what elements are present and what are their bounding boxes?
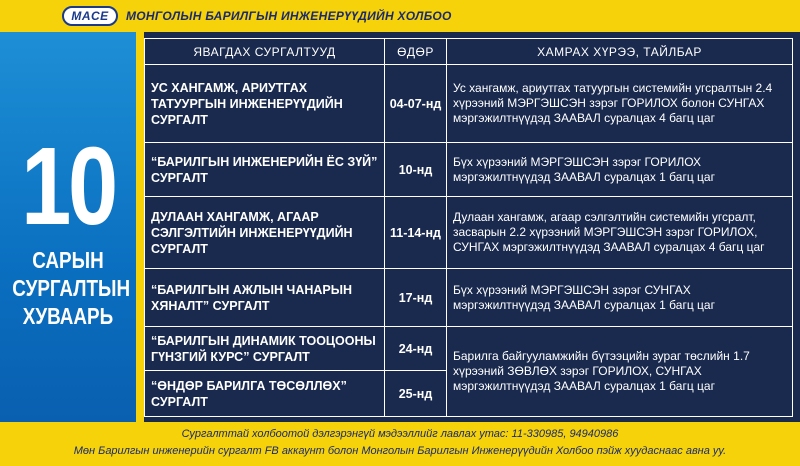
- course-name: “БАРИЛГЫН АЖЛЫН ЧАНАРЫН ХЯНАЛТ” СУРГАЛТ: [145, 269, 385, 327]
- footer-social-line: Мөн Барилгын инженерийн сургалт FB аккаунт болон Монголын Барилгын Инженерүүдийн Холбоо пэйж хуудаснаас авна уу.: [73, 445, 727, 457]
- schedule-title-line: ХУВААРЬ: [22, 303, 114, 329]
- course-date: 04-07-нд: [385, 65, 447, 143]
- column-header-note: ХАМРАХ ХҮРЭЭ, ТАЙЛБАР: [447, 39, 793, 65]
- top-banner: [0, 0, 800, 32]
- course-note: Дулаан хангамж, агаар сэлгэлтийн системийн угсралт, засварын 2.2 хүрээний МЭРГЭШСЭН зэрэг ГОРИЛОХ, СУНГАХ мэргэжилтнүүдэд ЗААВАЛ суралцах 4 багц цаг: [447, 197, 793, 269]
- course-note: Бүх хүрээний МЭРГЭШСЭН зэрэг ГОРИЛОХ мэргэжилтнүүдэд ЗААВАЛ суралцах 1 багц цаг: [447, 143, 793, 197]
- course-note: Бүх хүрээний МЭРГЭШСЭН зэрэг СУНГАХ мэргэжилтнүүдэд ЗААВАЛ суралцах 1 багц цаг: [447, 269, 793, 327]
- course-date: 24-нд: [385, 327, 447, 371]
- course-name: “ӨНДӨР БАРИЛГА ТӨСӨЛЛӨХ” СУРГАЛТ: [145, 371, 385, 417]
- schedule-table-wrapper: [144, 38, 792, 418]
- course-name: УС ХАНГАМЖ, АРИУТГАХ ТАТУУРГЫН ИНЖЕНЕРҮҮДИЙН СУРГАЛТ: [145, 65, 385, 143]
- schedule-side-panel: [0, 32, 136, 422]
- table-row: [145, 65, 793, 143]
- mace-logo: [62, 6, 118, 26]
- schedule-table: [144, 38, 793, 417]
- schedule-title: [12, 246, 131, 330]
- month-number: 10: [21, 125, 115, 248]
- course-name: “БАРИЛГЫН ИНЖЕНЕРИЙН ЁС ЗҮЙ” СУРГАЛТ: [145, 143, 385, 197]
- table-row: [145, 197, 793, 269]
- logo-text: MACE: [71, 9, 109, 23]
- table-row: [145, 327, 793, 371]
- course-date: 25-нд: [385, 371, 447, 417]
- schedule-title-line: САРЫН: [32, 247, 104, 273]
- table-row: [145, 143, 793, 197]
- course-note: Ус хангамж, ариутгах татуургын системийн угсралтын 2.4 хүрээний МЭРГЭШСЭН зэрэг ГОРИЛОХ болон СУНГАХ мэргэжилтнүүдэд ЗААВАЛ суралцах 4 багц цаг: [447, 65, 793, 143]
- column-header-course: ЯВАГДАХ СУРГАЛТУУД: [145, 39, 385, 65]
- footer-banner: [0, 422, 800, 466]
- course-name: “БАРИЛГЫН ДИНАМИК ТООЦООНЫ ГҮНЗГИЙ КУРС” СУРГАЛТ: [145, 327, 385, 371]
- footer-contact-line: Сургалттай холбоотой дэлгэрэнгүй мэдээллийг лавлах утас: 11-330985, 94940986: [181, 428, 619, 440]
- course-note: Барилга байгууламжийн бүтээцийн зураг төслийн 1.7 хүрээний ЗӨВЛӨХ зэрэг ГОРИЛОХ, СУНГАХ мэргэжилтнүүдэд ЗААВАЛ суралцах 1 багц цаг: [447, 327, 793, 417]
- table-header-row: [145, 39, 793, 65]
- course-date: 17-нд: [385, 269, 447, 327]
- course-date: 10-нд: [385, 143, 447, 197]
- table-row: [145, 269, 793, 327]
- course-name: ДУЛААН ХАНГАМЖ, АГААР СЭЛГЭЛТИЙН ИНЖЕНЕРҮҮДИЙН СУРГАЛТ: [145, 197, 385, 269]
- course-date: 11-14-нд: [385, 197, 447, 269]
- column-header-date: ӨДӨР: [385, 39, 447, 65]
- schedule-title-line: СУРГАЛТЫН: [12, 275, 131, 301]
- organization-name: МОНГОЛЫН БАРИЛГЫН ИНЖЕНЕРҮҮДИЙН ХОЛБОО: [126, 9, 452, 23]
